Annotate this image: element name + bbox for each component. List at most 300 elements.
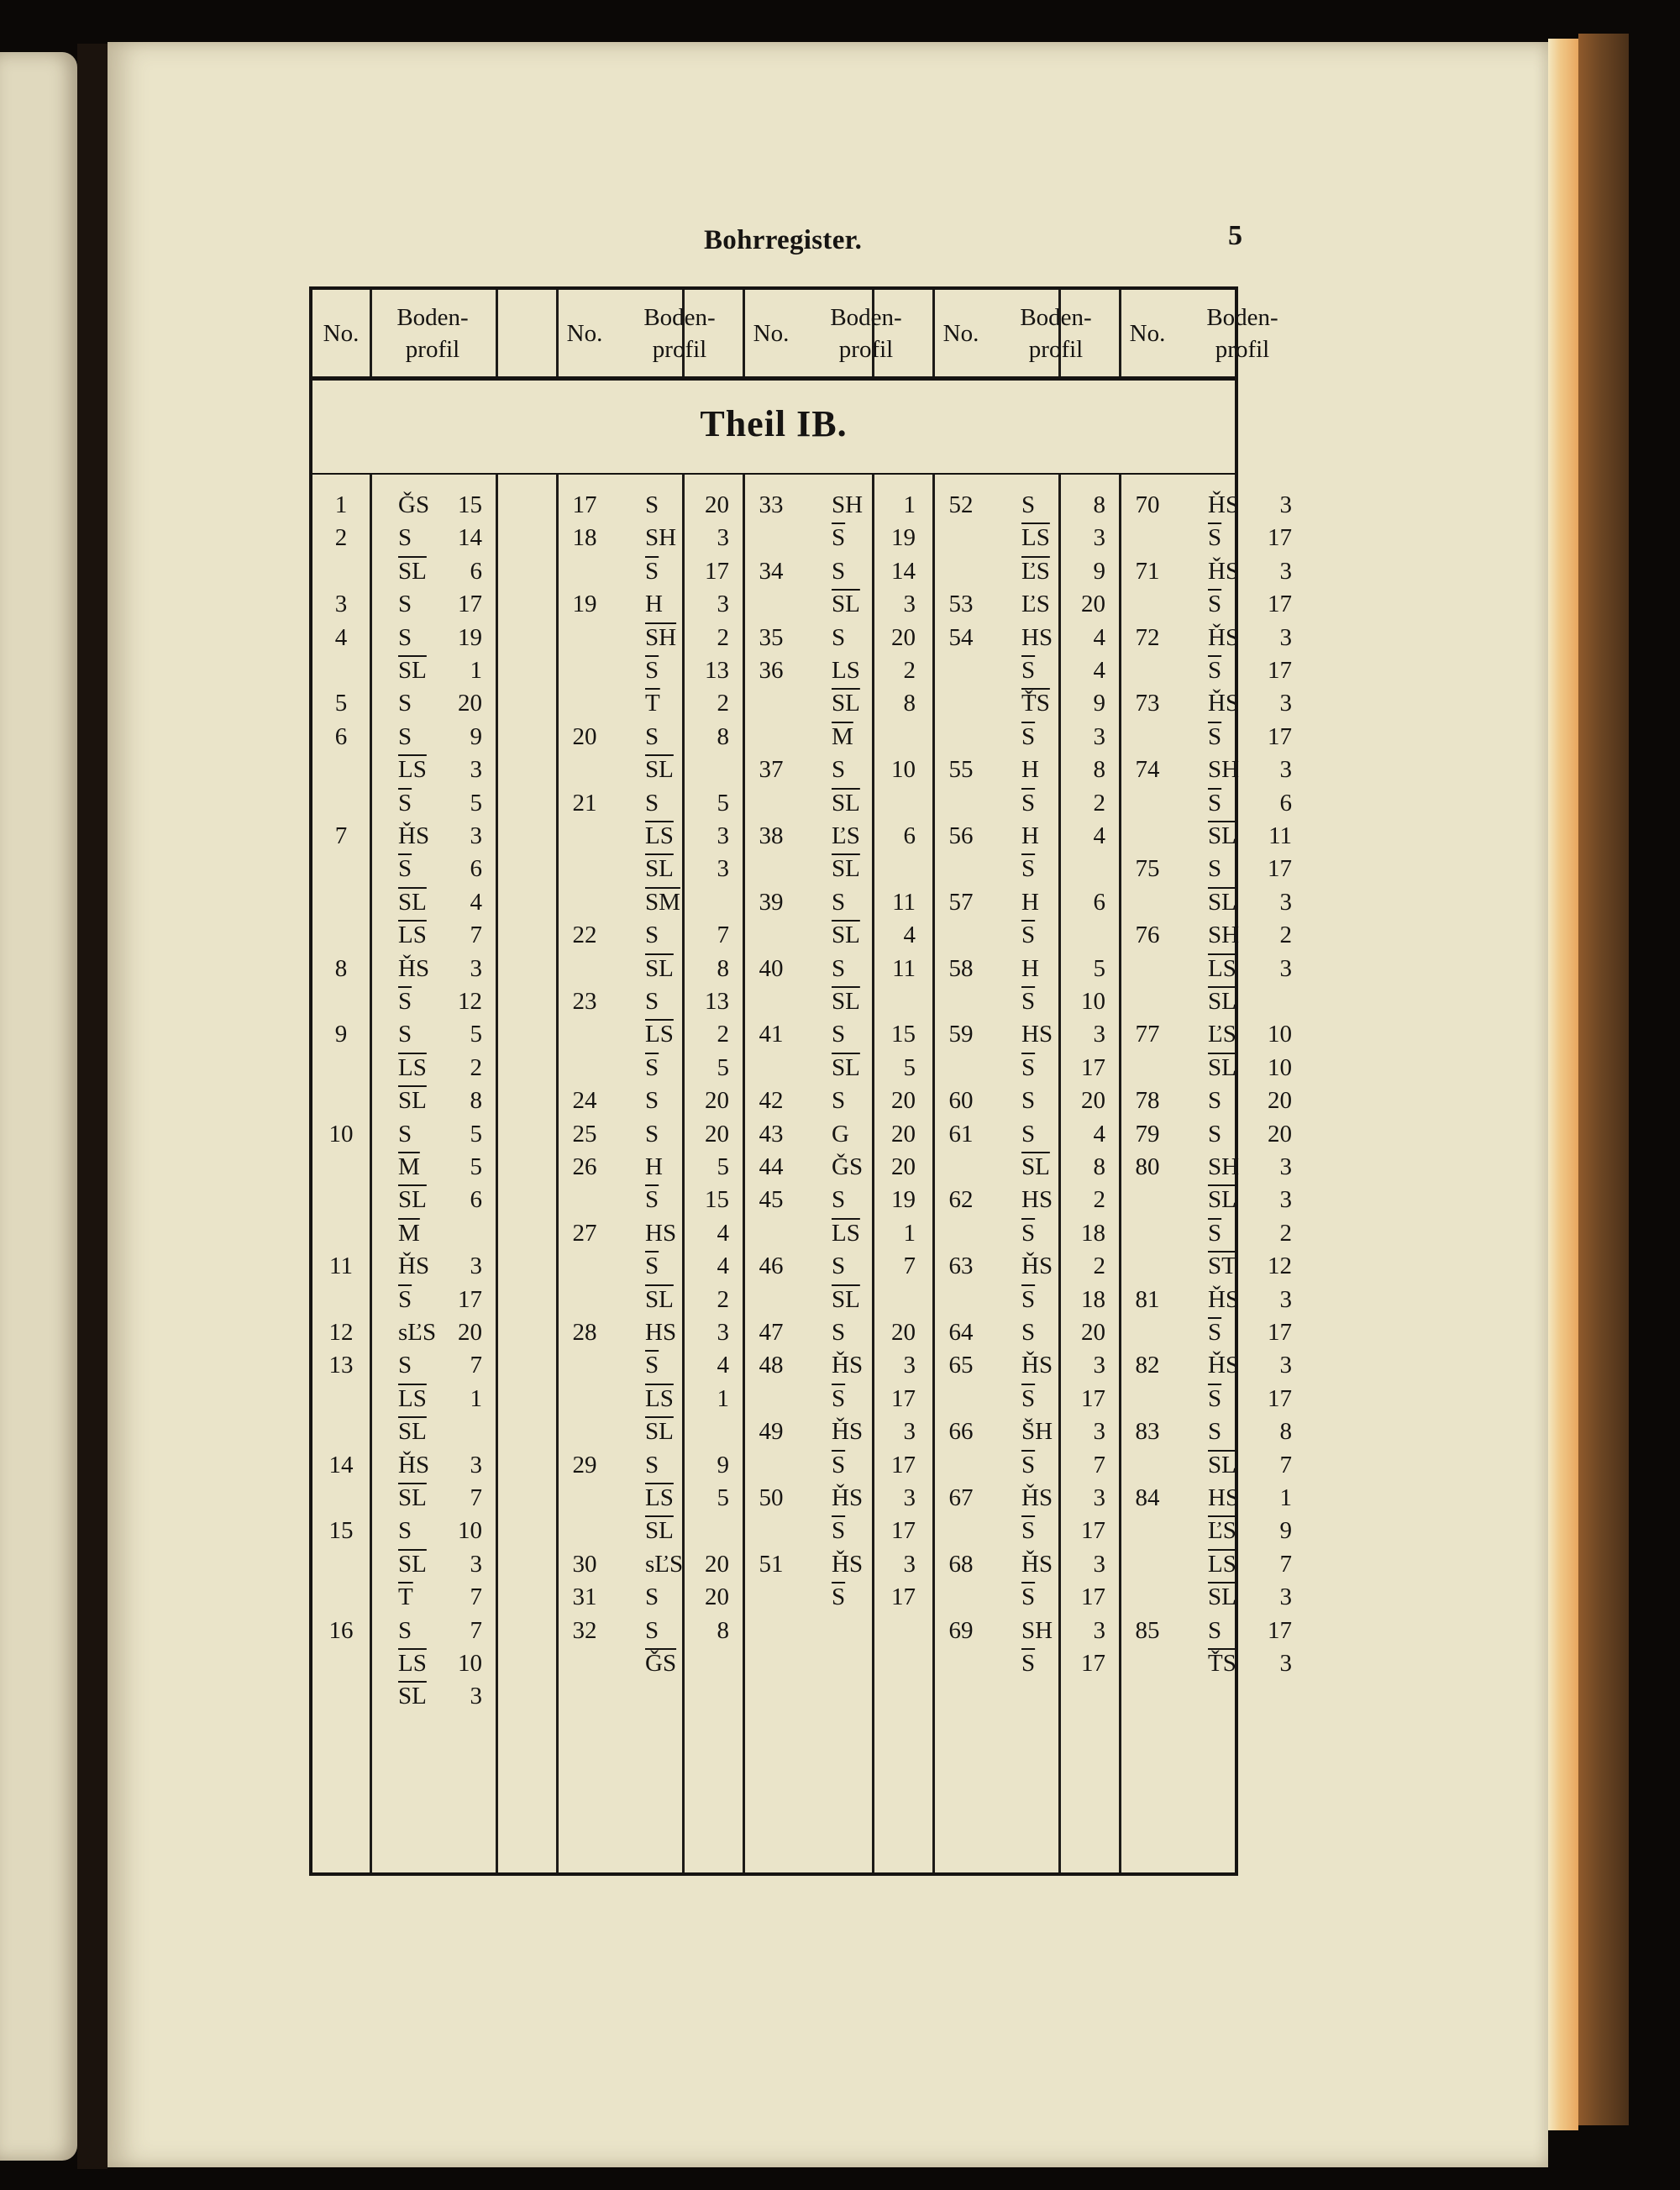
entry-number: 48 bbox=[759, 1352, 784, 1379]
profile-line bbox=[832, 657, 939, 685]
depth-value: 8 bbox=[1093, 491, 1105, 518]
profile-line bbox=[1021, 624, 1129, 652]
depth-value: 17 bbox=[458, 591, 482, 618]
depth-value: 17 bbox=[1081, 1583, 1105, 1611]
profile-line bbox=[1208, 558, 1315, 586]
profile-line bbox=[1208, 1452, 1315, 1479]
depth-value: 2 bbox=[717, 690, 729, 717]
profile-line bbox=[832, 1153, 939, 1181]
profile-line bbox=[1021, 756, 1129, 784]
soil-code: $\overline{SL}$ bbox=[398, 1186, 427, 1214]
soil-code: SH bbox=[645, 524, 677, 552]
entry-number: 11 bbox=[329, 1253, 353, 1280]
profile-line bbox=[645, 1054, 753, 1082]
soil-code: S bbox=[398, 1352, 412, 1379]
soil-code: $\overline{S}$ bbox=[1021, 1384, 1036, 1412]
soil-code: S bbox=[398, 623, 412, 651]
page-number: 5 bbox=[1228, 220, 1242, 251]
soil-code: S bbox=[645, 789, 659, 817]
depth-value: 7 bbox=[470, 1583, 482, 1611]
soil-code: H bbox=[1021, 822, 1039, 849]
depth-value: 6 bbox=[903, 822, 916, 849]
soil-code: S bbox=[1208, 855, 1222, 883]
profile-line bbox=[1021, 1286, 1129, 1314]
profile-line bbox=[1021, 1220, 1129, 1247]
soil-code: S bbox=[398, 722, 412, 750]
depth-value: 13 bbox=[705, 657, 729, 684]
soil-code: $\overline{SL}$ bbox=[1208, 822, 1236, 849]
soil-code: $\overline{S}$ bbox=[645, 557, 659, 585]
profile-line bbox=[1208, 1650, 1315, 1678]
soil-code: S bbox=[398, 591, 412, 618]
entry-number: 65 bbox=[948, 1352, 974, 1379]
depth-value: 3 bbox=[903, 1418, 916, 1446]
depth-value: 20 bbox=[458, 1319, 482, 1346]
depth-value: 3 bbox=[1093, 1550, 1105, 1578]
profile-line bbox=[1021, 1153, 1129, 1181]
soil-code: $\overline{S}$ bbox=[1021, 922, 1036, 949]
profile-line bbox=[645, 955, 753, 983]
soil-code: $\overline{SM}$ bbox=[645, 888, 680, 916]
depth-value: 10 bbox=[458, 1517, 482, 1545]
soil-code: H bbox=[1021, 888, 1039, 916]
depth-value: 8 bbox=[717, 954, 729, 982]
profile-line bbox=[1208, 889, 1315, 916]
profile-line bbox=[1208, 1220, 1315, 1247]
profile-line bbox=[832, 491, 939, 519]
profile-line bbox=[398, 1021, 506, 1048]
depth-value: 1 bbox=[903, 491, 916, 518]
depth-value: 12 bbox=[458, 988, 482, 1015]
profile-line bbox=[645, 1220, 753, 1247]
header-profile: Boden- profil bbox=[1206, 303, 1278, 363]
entry-number: 51 bbox=[759, 1550, 784, 1578]
header-profile: Boden- profil bbox=[1020, 303, 1092, 363]
depth-value: 3 bbox=[1279, 1583, 1292, 1611]
depth-value: 20 bbox=[705, 1120, 729, 1148]
depth-value: 8 bbox=[717, 722, 729, 750]
profile-line bbox=[1208, 624, 1315, 652]
soil-code: S bbox=[832, 557, 846, 585]
depth-value: 2 bbox=[903, 657, 916, 684]
entry-number: 69 bbox=[948, 1616, 974, 1644]
entry-number: 71 bbox=[1135, 557, 1160, 585]
soil-code: $\overline{S}$ bbox=[1021, 1285, 1036, 1313]
depth-value: 10 bbox=[1268, 1021, 1292, 1048]
profile-line bbox=[1021, 1650, 1129, 1678]
profile-line bbox=[832, 822, 939, 850]
soil-code: $\overline{SL}$ bbox=[645, 954, 674, 982]
soil-code: $\overline{SL}$ bbox=[1208, 988, 1236, 1015]
depth-value: 17 bbox=[1268, 1319, 1292, 1346]
entry-number: 2 bbox=[334, 524, 348, 552]
profile-line bbox=[832, 1583, 939, 1611]
soil-code: $\overline{M}$ bbox=[832, 722, 853, 750]
profile-line bbox=[1021, 690, 1129, 717]
soil-code: $\overline{SL}$ bbox=[398, 1418, 427, 1446]
depth-value: 5 bbox=[717, 1053, 729, 1081]
soil-code: S bbox=[645, 1120, 659, 1148]
depth-value: 3 bbox=[903, 1550, 916, 1578]
profile-line bbox=[398, 624, 506, 652]
soil-code: $\overline{ŤS}$ bbox=[1208, 1650, 1236, 1677]
entry-number: 56 bbox=[948, 822, 974, 849]
entry-number: 38 bbox=[759, 822, 784, 849]
entry-number: 20 bbox=[572, 722, 597, 750]
soil-code: $\overline{ŤS}$ bbox=[1021, 690, 1050, 717]
depth-value: 2 bbox=[1093, 789, 1105, 817]
depth-value: 3 bbox=[717, 591, 729, 618]
soil-code: S bbox=[398, 524, 412, 552]
depth-value: 15 bbox=[705, 1186, 729, 1214]
header-no: No. bbox=[753, 319, 790, 347]
entry-number: 62 bbox=[948, 1186, 974, 1214]
entry-number: 25 bbox=[572, 1120, 597, 1148]
depth-value: 3 bbox=[1093, 722, 1105, 750]
profile-line bbox=[645, 624, 753, 652]
depth-value: 5 bbox=[470, 789, 482, 817]
soil-code: $\overline{SL}$ bbox=[398, 1683, 427, 1710]
profile-line bbox=[1208, 1153, 1315, 1181]
profile-line bbox=[645, 1617, 753, 1645]
entry-number: 24 bbox=[572, 1087, 597, 1115]
depth-value: 17 bbox=[1268, 722, 1292, 750]
depth-value: 3 bbox=[1279, 954, 1292, 982]
soil-code: $\overline{LS}$ bbox=[832, 1219, 860, 1247]
depth-value: 10 bbox=[1268, 1053, 1292, 1081]
entry-number: 50 bbox=[759, 1484, 784, 1511]
soil-code: $\overline{T}$ bbox=[398, 1583, 413, 1611]
profile-line bbox=[398, 955, 506, 983]
depth-value: 8 bbox=[1093, 756, 1105, 784]
depth-value: 3 bbox=[1093, 1021, 1105, 1048]
profile-line bbox=[1021, 657, 1129, 685]
depth-value: 2 bbox=[1093, 1253, 1105, 1280]
soil-code: $\overline{S}$ bbox=[1208, 524, 1222, 552]
entry-number: 40 bbox=[759, 954, 784, 982]
profile-line bbox=[1208, 690, 1315, 717]
soil-code: $\overline{S}$ bbox=[1021, 722, 1036, 750]
depth-value: 5 bbox=[470, 1153, 482, 1180]
profile-line bbox=[398, 1484, 506, 1512]
profile-line bbox=[398, 1385, 506, 1413]
soil-code: $\overline{SL}$ bbox=[1021, 1153, 1050, 1180]
depth-value: 8 bbox=[1279, 1418, 1292, 1446]
soil-code: $\overline{SL}$ bbox=[645, 756, 674, 784]
profile-line bbox=[645, 723, 753, 751]
depth-value: 3 bbox=[1279, 1650, 1292, 1677]
depth-value: 4 bbox=[1093, 623, 1105, 651]
soil-code: S bbox=[645, 491, 659, 518]
depth-value: 3 bbox=[903, 1352, 916, 1379]
profile-line bbox=[832, 1551, 939, 1578]
depth-value: 17 bbox=[1268, 657, 1292, 684]
soil-code: ȞS bbox=[1208, 1285, 1240, 1313]
depth-value: 6 bbox=[470, 1186, 482, 1214]
depth-value: 19 bbox=[458, 623, 482, 651]
entry-number: 13 bbox=[328, 1352, 354, 1379]
soil-code: H bbox=[645, 1153, 663, 1180]
soil-code: $\overline{SL}$ bbox=[1208, 1186, 1236, 1214]
depth-value: 19 bbox=[891, 1186, 916, 1214]
profile-line bbox=[1208, 756, 1315, 784]
profile-line bbox=[398, 1418, 506, 1446]
profile-line bbox=[832, 922, 939, 949]
soil-code: $\overline{LS}$ bbox=[398, 1053, 427, 1081]
entry-number: 59 bbox=[948, 1021, 974, 1048]
depth-value: 2 bbox=[1093, 1186, 1105, 1214]
soil-code: ȞS bbox=[398, 1451, 430, 1478]
depth-value: 17 bbox=[891, 1583, 916, 1611]
soil-code: S bbox=[645, 1087, 659, 1115]
depth-value: 18 bbox=[1081, 1219, 1105, 1247]
depth-value: 7 bbox=[1279, 1550, 1292, 1578]
profile-line bbox=[1208, 922, 1315, 949]
depth-value: 17 bbox=[1268, 524, 1292, 552]
soil-code: ȞS bbox=[1208, 690, 1240, 717]
soil-code: $\overline{S}$ bbox=[398, 855, 412, 883]
entry-number: 30 bbox=[572, 1550, 597, 1578]
bohrregister-table bbox=[309, 286, 1292, 1876]
depth-value: 5 bbox=[717, 789, 729, 817]
soil-code: $\overline{LS}$ bbox=[398, 922, 427, 949]
profile-line bbox=[1208, 1286, 1315, 1314]
entry-number: 34 bbox=[759, 557, 784, 585]
depth-value: 2 bbox=[1279, 1219, 1292, 1247]
soil-code: ĽS bbox=[832, 822, 860, 849]
entry-number: 37 bbox=[759, 756, 784, 784]
profile-line bbox=[645, 1551, 753, 1578]
profile-line bbox=[1208, 1583, 1315, 1611]
depth-value: 5 bbox=[717, 1484, 729, 1511]
soil-code: S bbox=[832, 623, 846, 651]
profile-line bbox=[832, 790, 939, 817]
soil-code: $\overline{ĽS}$ bbox=[1021, 557, 1050, 585]
profile-line bbox=[398, 1253, 506, 1280]
soil-code: HS bbox=[1021, 623, 1053, 651]
depth-value: 3 bbox=[717, 1319, 729, 1346]
soil-code: $\overline{S}$ bbox=[1021, 1219, 1036, 1247]
profile-line bbox=[1021, 491, 1129, 519]
entry-number: 85 bbox=[1135, 1616, 1160, 1644]
soil-code: $\overline{S}$ bbox=[1021, 657, 1036, 684]
depth-value: 17 bbox=[705, 557, 729, 585]
soil-code: ȞS bbox=[398, 954, 430, 982]
soil-code: $\overline{S}$ bbox=[832, 1517, 846, 1545]
depth-value: 20 bbox=[458, 690, 482, 717]
soil-code: $\overline{SL}$ bbox=[832, 988, 860, 1015]
entry-number: 84 bbox=[1135, 1484, 1160, 1511]
profile-line bbox=[1021, 524, 1129, 552]
profile-line bbox=[832, 1054, 939, 1082]
profile-line bbox=[645, 524, 753, 552]
profile-line bbox=[398, 690, 506, 717]
profile-line bbox=[645, 657, 753, 685]
profile-line bbox=[832, 1319, 939, 1347]
entry-number: 39 bbox=[759, 888, 784, 916]
depth-value: 17 bbox=[1081, 1053, 1105, 1081]
profile-line bbox=[832, 1220, 939, 1247]
depth-value: 12 bbox=[1268, 1253, 1292, 1280]
entry-number: 77 bbox=[1135, 1021, 1160, 1048]
profile-line bbox=[832, 558, 939, 586]
depth-value: 2 bbox=[717, 1285, 729, 1313]
depth-value: 6 bbox=[470, 557, 482, 585]
depth-value: 20 bbox=[891, 623, 916, 651]
soil-code: H bbox=[1021, 756, 1039, 784]
soil-code: $\overline{LS}$ bbox=[398, 1384, 427, 1412]
soil-code: $\overline{LS}$ bbox=[398, 1650, 427, 1677]
soil-code: $\overline{LS}$ bbox=[645, 1384, 674, 1412]
depth-value: 7 bbox=[470, 1616, 482, 1644]
depth-value: 15 bbox=[891, 1021, 916, 1048]
profile-line bbox=[398, 524, 506, 552]
entry-number: 8 bbox=[334, 954, 348, 982]
entry-number: 47 bbox=[759, 1319, 784, 1346]
profile-line bbox=[645, 591, 753, 618]
soil-code: $\overline{S}$ bbox=[1208, 657, 1222, 684]
entry-number: 41 bbox=[759, 1021, 784, 1048]
depth-value: 17 bbox=[1081, 1384, 1105, 1412]
profile-line bbox=[398, 889, 506, 916]
profile-line bbox=[1021, 922, 1129, 949]
depth-value: 20 bbox=[705, 491, 729, 518]
entry-number: 61 bbox=[948, 1120, 974, 1148]
entry-number: 68 bbox=[948, 1550, 974, 1578]
soil-code: $\overline{S}$ bbox=[398, 789, 412, 817]
depth-value: 20 bbox=[705, 1087, 729, 1115]
profile-line bbox=[1021, 955, 1129, 983]
header-no: No. bbox=[323, 319, 360, 347]
soil-code: S bbox=[1208, 1418, 1222, 1446]
header-no: No. bbox=[942, 319, 979, 347]
depth-value: 13 bbox=[705, 988, 729, 1015]
soil-code: $\overline{SL}$ bbox=[832, 1053, 860, 1081]
depth-value: 9 bbox=[1093, 557, 1105, 585]
soil-code: ĽS bbox=[1208, 1021, 1236, 1048]
entry-number: 60 bbox=[948, 1087, 974, 1115]
depth-value: 3 bbox=[1279, 1186, 1292, 1214]
soil-code: $\overline{S}$ bbox=[1021, 1053, 1036, 1081]
book-spine bbox=[1578, 34, 1629, 2125]
profile-line bbox=[1021, 1054, 1129, 1082]
soil-code: $\overline{S}$ bbox=[1021, 1451, 1036, 1478]
profile-line bbox=[398, 1517, 506, 1545]
soil-code: H bbox=[645, 591, 663, 618]
entry-number: 23 bbox=[572, 988, 597, 1015]
entry-number: 75 bbox=[1135, 855, 1160, 883]
depth-value: 1 bbox=[470, 657, 482, 684]
profile-line bbox=[645, 1484, 753, 1512]
profile-line bbox=[1021, 1021, 1129, 1048]
soil-code: $\overline{S}$ bbox=[1208, 1384, 1222, 1412]
profile-line bbox=[398, 922, 506, 949]
depth-value: 3 bbox=[1093, 524, 1105, 552]
soil-code: ȞS bbox=[398, 1253, 430, 1280]
depth-value: 7 bbox=[1279, 1451, 1292, 1478]
depth-value: 7 bbox=[470, 1484, 482, 1511]
header-profile: Boden- profil bbox=[396, 303, 469, 363]
entry-number: 21 bbox=[572, 789, 597, 817]
depth-value: 4 bbox=[1093, 822, 1105, 849]
entry-number: 54 bbox=[948, 623, 974, 651]
depth-value: 8 bbox=[470, 1087, 482, 1115]
soil-code: $\overline{SL}$ bbox=[645, 1418, 674, 1446]
soil-code: ȞS bbox=[832, 1352, 864, 1379]
soil-code: S bbox=[645, 922, 659, 949]
soil-code: S bbox=[1021, 1087, 1036, 1115]
soil-code: ǦS bbox=[398, 491, 430, 518]
soil-code: S bbox=[398, 690, 412, 717]
soil-code: $\overline{SL}$ bbox=[398, 657, 427, 684]
soil-code: $\overline{S}$ bbox=[1208, 1219, 1222, 1247]
depth-value: 3 bbox=[717, 822, 729, 849]
entry-number: 83 bbox=[1135, 1418, 1160, 1446]
depth-value: 20 bbox=[1268, 1087, 1292, 1115]
soil-code: $\overline{SL}$ bbox=[832, 690, 860, 717]
soil-code: $\overline{S}$ bbox=[832, 524, 846, 552]
entry-number: 55 bbox=[948, 756, 974, 784]
profile-line bbox=[398, 1186, 506, 1214]
profile-line bbox=[1021, 1452, 1129, 1479]
profile-line bbox=[1021, 988, 1129, 1016]
profile-line bbox=[1021, 723, 1129, 751]
profile-line bbox=[398, 790, 506, 817]
soil-code: $\overline{S}$ bbox=[645, 1253, 659, 1280]
profile-line bbox=[832, 988, 939, 1016]
soil-code: SH bbox=[1208, 1153, 1240, 1180]
soil-code: S bbox=[1208, 1616, 1222, 1644]
depth-value: 20 bbox=[705, 1550, 729, 1578]
soil-code: LS bbox=[832, 657, 860, 684]
profile-line bbox=[1208, 723, 1315, 751]
profile-line bbox=[398, 1683, 506, 1710]
profile-line bbox=[832, 1186, 939, 1214]
soil-code: $\overline{SL}$ bbox=[398, 557, 427, 585]
depth-value: 20 bbox=[891, 1319, 916, 1346]
running-title: Bohrregister. bbox=[704, 225, 863, 255]
profile-line bbox=[832, 1286, 939, 1314]
depth-value: 3 bbox=[1279, 1285, 1292, 1313]
entry-number: 3 bbox=[334, 591, 348, 618]
depth-value: 9 bbox=[470, 722, 482, 750]
profile-line bbox=[645, 756, 753, 784]
entry-number: 33 bbox=[759, 491, 784, 518]
left-page-edge bbox=[0, 52, 77, 2161]
profile-line bbox=[1021, 1418, 1129, 1446]
soil-code: $\overline{S}$ bbox=[1021, 789, 1036, 817]
soil-code: S bbox=[832, 1087, 846, 1115]
depth-value: 6 bbox=[470, 855, 482, 883]
depth-value: 17 bbox=[1081, 1517, 1105, 1545]
entry-number: 82 bbox=[1135, 1352, 1160, 1379]
soil-code: ȞS bbox=[398, 822, 430, 849]
entry-number: 18 bbox=[572, 524, 597, 552]
depth-value: 20 bbox=[705, 1583, 729, 1611]
soil-code: HS bbox=[1021, 1021, 1053, 1048]
depth-value: 6 bbox=[1279, 789, 1292, 817]
profile-line bbox=[832, 1087, 939, 1115]
depth-value: 10 bbox=[458, 1650, 482, 1677]
soil-code: sĽS bbox=[645, 1550, 684, 1578]
profile-line bbox=[1208, 1352, 1315, 1379]
profile-line bbox=[832, 690, 939, 717]
depth-value: 3 bbox=[903, 591, 916, 618]
profile-line bbox=[1208, 1087, 1315, 1115]
entry-number: 52 bbox=[948, 491, 974, 518]
depth-value: 20 bbox=[1081, 1319, 1105, 1346]
profile-line bbox=[645, 1650, 753, 1678]
